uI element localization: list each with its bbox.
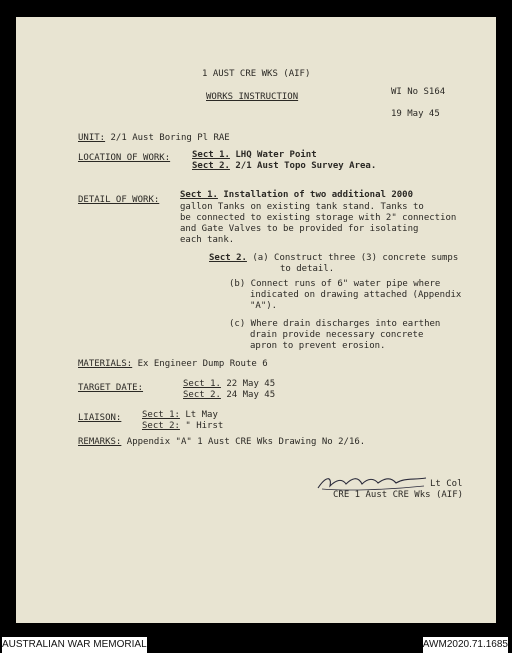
detail-sect1-label: Sect 1. [180, 190, 218, 200]
remarks-value: Appendix "A" 1 Aust CRE Wks Drawing No 2/16. [126, 437, 366, 447]
target-label: TARGET DATE: [78, 383, 144, 393]
detail-sect2-a [209, 253, 458, 264]
document-page [16, 17, 496, 623]
target-sect2 [183, 390, 275, 401]
detail-sect1-line: be connected to existing storage with 2" connection [180, 213, 457, 223]
liaison-sect1-value: Lt May [185, 410, 218, 420]
liaison-sect2-label: Sect 2: [142, 421, 180, 431]
wi-number: WI No S164 [391, 87, 446, 97]
materials-label: MATERIALS: [78, 359, 133, 369]
target-sect2-value: 24 May 45 [226, 390, 276, 400]
location-sect2-text: 2/1 Aust Topo Survey Area. [235, 161, 377, 171]
target-sect2-label: Sect 2. [183, 390, 221, 400]
materials-line [78, 359, 268, 370]
footer-left: AUSTRALIAN WAR MEMORIAL [2, 637, 147, 653]
remarks-label: REMARKS: [78, 437, 122, 447]
remarks-line [78, 437, 365, 448]
document-date: 19 May 45 [391, 109, 440, 119]
liaison-sect1-label: Sect 1: [142, 410, 180, 420]
detail-c-line: apron to prevent erosion. [250, 341, 386, 351]
location-sect2-label: Sect 2. [192, 161, 230, 171]
target-sect1-value: 22 May 45 [226, 379, 276, 389]
detail-sect1-line [180, 190, 413, 201]
liaison-sect2-value: " Hirst [185, 421, 224, 431]
detail-sect1-line: each tank. [180, 235, 235, 245]
document-type: WORKS INSTRUCTION [206, 92, 299, 102]
target-sect1 [183, 379, 275, 390]
detail-b-line: (b) Connect runs of 6" water pipe where [229, 279, 441, 289]
detail-c-line: (c) Where drain discharges into earthen [229, 319, 441, 329]
signature-title: CRE 1 Aust CRE Wks (AIF) [333, 490, 464, 500]
detail-sect1-line: gallon Tanks on existing tank stand. Tanks to [180, 202, 424, 212]
detail-sect1-line: and Gate Valves to be provided for isolating [180, 224, 419, 234]
target-sect1-label: Sect 1. [183, 379, 221, 389]
unit-value: 2/1 Aust Boring Pl RAE [110, 133, 230, 143]
detail-sect1-text: Installation of two additional 2000 [223, 190, 414, 200]
detail-b-line: indicated on drawing attached (Appendix [250, 290, 462, 300]
detail-b-line: "A"). [250, 301, 278, 311]
materials-value: Ex Engineer Dump Route 6 [137, 359, 268, 369]
unit-line [78, 133, 230, 144]
detail-a-line: to detail. [280, 264, 335, 274]
location-sect1-label: Sect 1. [192, 150, 230, 160]
unit-label: UNIT: [78, 133, 106, 143]
detail-a-text: (a) Construct three (3) concrete sumps [252, 253, 459, 263]
liaison-label: LIAISON: [78, 413, 122, 423]
detail-label: DETAIL OF WORK: [78, 195, 160, 205]
location-sect2 [192, 161, 376, 172]
liaison-sect1 [142, 410, 218, 421]
detail-c-line: drain provide necessary concrete [250, 330, 424, 340]
location-sect1 [192, 150, 317, 161]
footer-right: AWM2020.71.1685 [423, 637, 508, 653]
location-sect1-text: LHQ Water Point [235, 150, 317, 160]
signature-rank: Lt Col [430, 479, 463, 489]
location-label: LOCATION OF WORK: [78, 153, 171, 163]
unit-title: 1 AUST CRE WKS (AIF) [202, 69, 311, 79]
liaison-sect2 [142, 421, 223, 432]
detail-sect2-label: Sect 2. [209, 253, 247, 263]
